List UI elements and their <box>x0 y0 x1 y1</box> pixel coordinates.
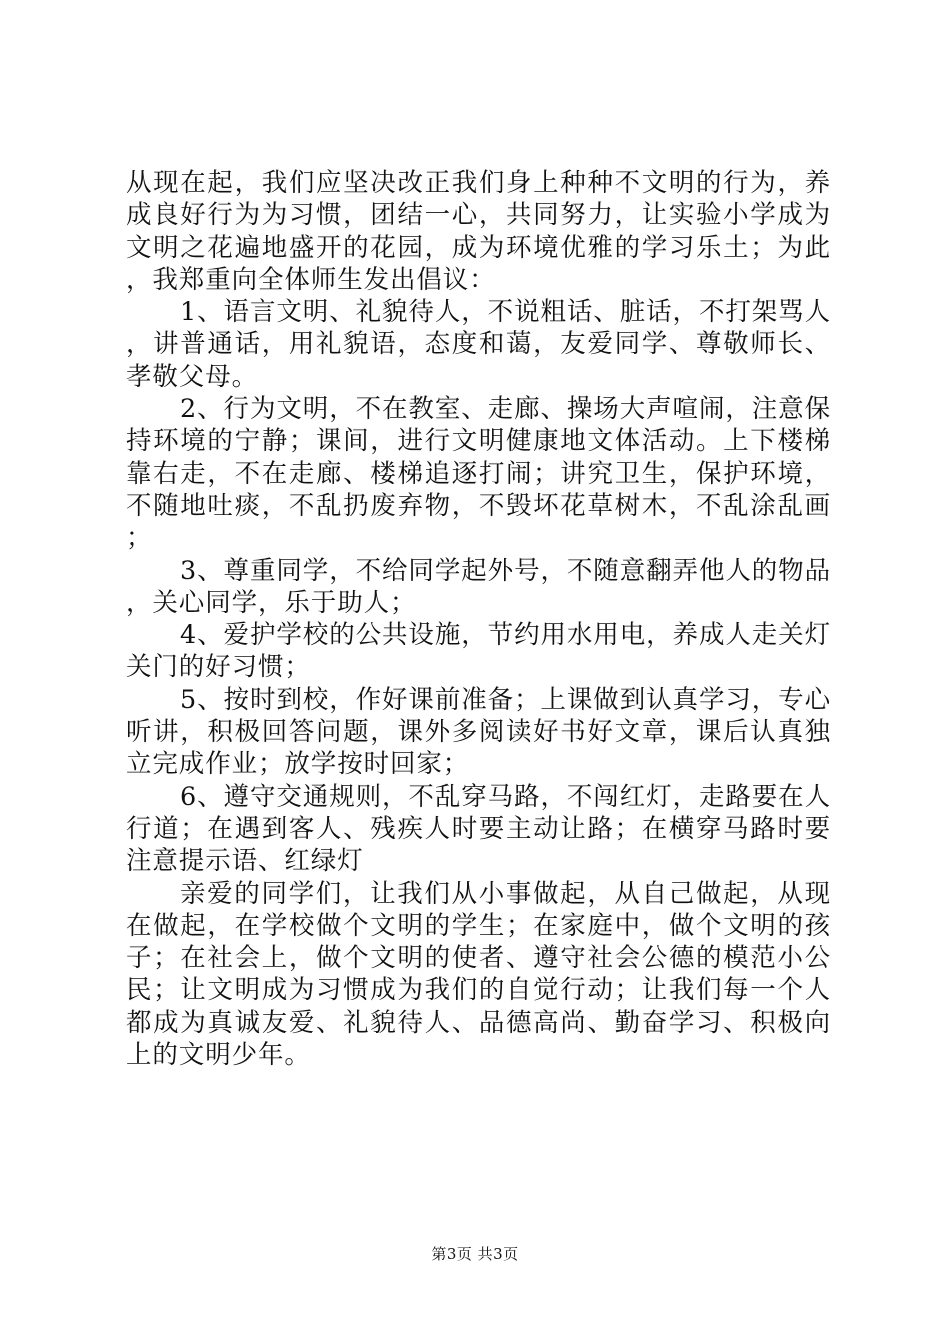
proposal-item-2: 2、行为文明，不在教室、走廊、操场大声喧闹，注意保持环境的宁静；课间，进行文明健康地文体活动。上下楼梯靠右走，不在走廊、楼梯追逐打闹；讲究卫生，保护环境，不随地吐痰，不乱扔废弃物，不毁坏花草树木，不乱涂乱画； <box>126 394 831 554</box>
page-footer: 第3页 共3页 <box>431 1245 519 1263</box>
proposal-item-4: 4、爱护学校的公共设施，节约用水用电，养成人走关灯关门的好习惯； <box>126 620 831 683</box>
proposal-item-6: 6、遵守交通规则，不乱穿马路，不闯红灯，走路要在人行道；在遇到客人、残疾人时要主动让路；在横穿马路时要注意提示语、红绿灯 <box>126 781 831 877</box>
document-body <box>126 167 831 1071</box>
closing-paragraph: 亲爱的同学们，让我们从小事做起，从自己做起，从现在做起，在学校做个文明的学生；在家庭中，做个文明的孩子；在社会上，做个文明的使者、遵守社会公德的模范小公民；让文明成为习惯成为我们的自觉行动；让我们每一个人都成为真诚友爱、礼貌待人、品德高尚、勤奋学习、积极向上的文明少年。 <box>126 878 831 1071</box>
intro-paragraph: 从现在起，我们应坚决改正我们身上种种不文明的行为，养成良好行为为习惯，团结一心，共同努力，让实验小学成为文明之花遍地盛开的花园，成为环境优雅的学习乐土；为此，我郑重向全体师生发出倡议： <box>126 168 831 295</box>
proposal-item-1: 1、语言文明、礼貌待人，不说粗话、脏话，不打架骂人，讲普通话，用礼貌语，态度和蔼，友爱同学、尊敬师长、孝敬父母。 <box>126 297 831 392</box>
proposal-item-5: 5、按时到校，作好课前准备；上课做到认真学习，专心听讲，积极回答问题，课外多阅读好书好文章，课后认真独立完成作业；放学按时回家； <box>126 684 831 780</box>
proposal-item-3: 3、尊重同学，不给同学起外号，不随意翻弄他人的物品，关心同学，乐于助人； <box>126 555 831 618</box>
